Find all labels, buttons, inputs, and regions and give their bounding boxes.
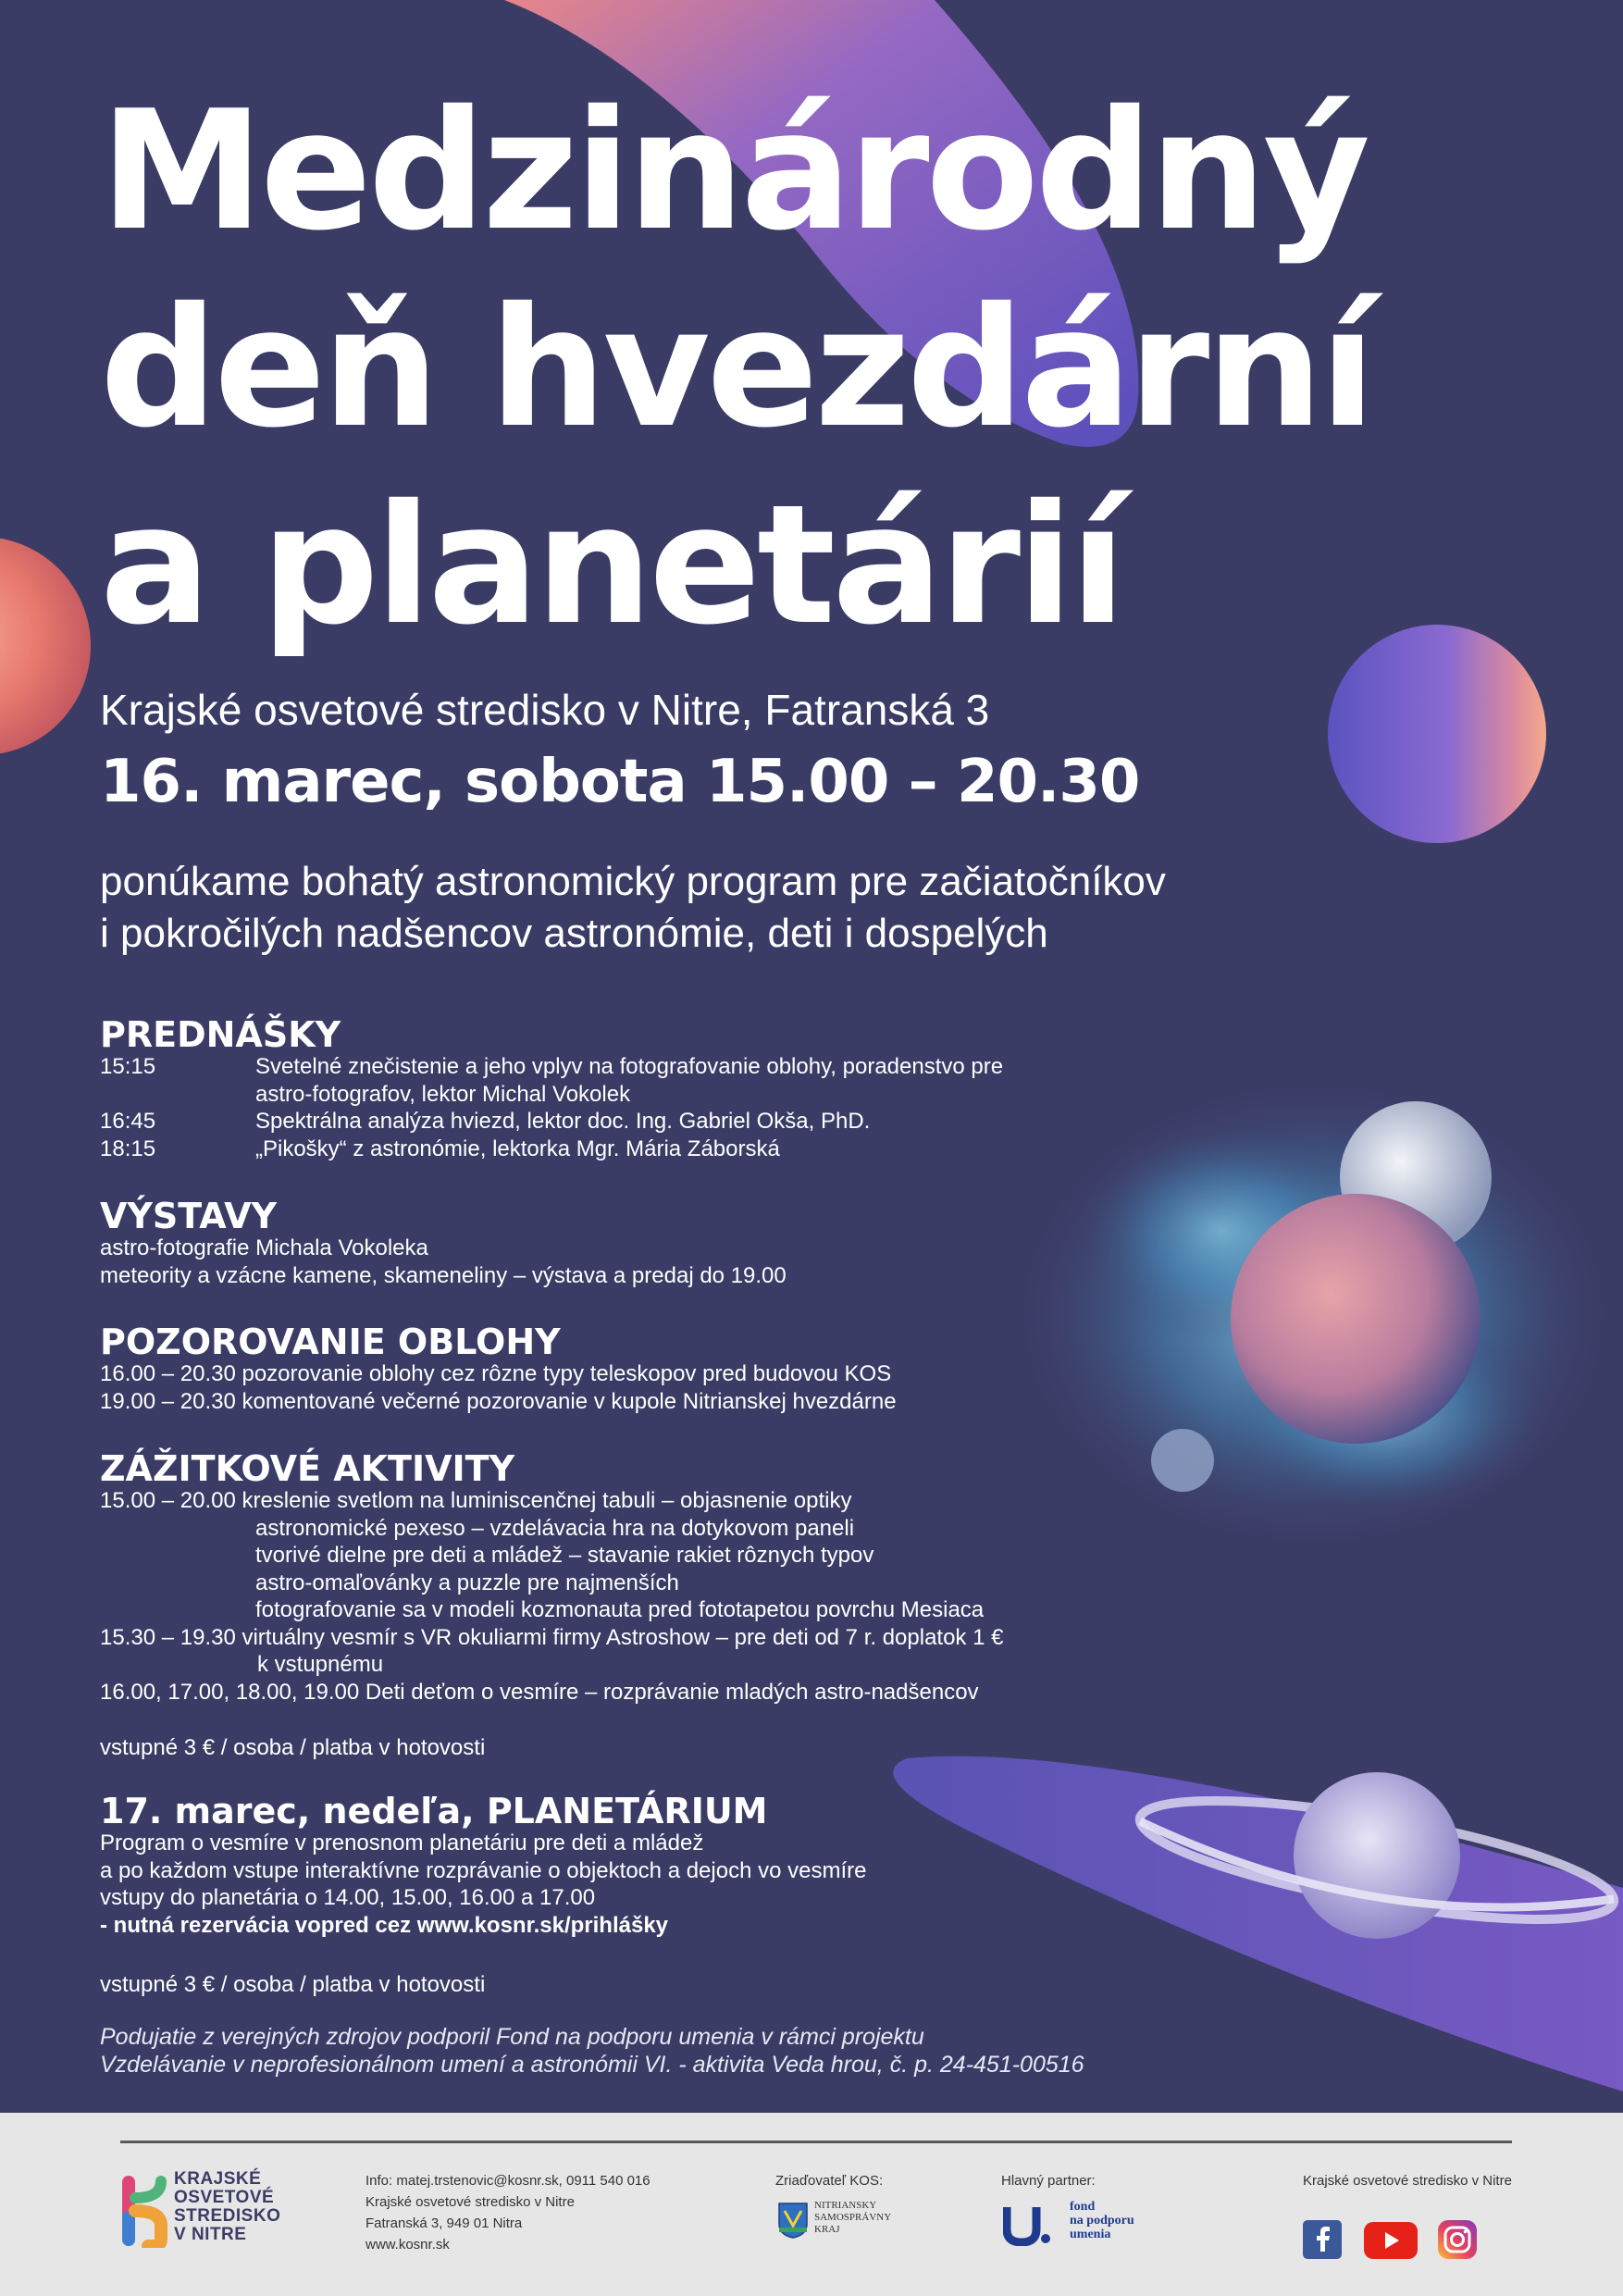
lecture-text-cont: astro-fotografov, lektor Michal Vokolek (255, 1081, 631, 1107)
intro-line-2: i pokročilých nadšencov astronómie, deti i dospelých (100, 911, 1048, 956)
reservation-note: - nutná rezervácia vopred cez www.kosnr.sk/prihlášky (100, 1912, 669, 1938)
activity-item: 16.00, 17.00, 18.00, 19.00 Deti deťom o vesmíre – rozprávanie mladých astro-nadšencov (100, 1679, 979, 1705)
fpu-logo-icon (1003, 2203, 1051, 2246)
social-label: Krajské osvetové stredisko v Nitre (1303, 2173, 1512, 2189)
small-moon-shape (1151, 1429, 1214, 1492)
lecture-time: 18:15 (100, 1136, 156, 1161)
lecture-text: Svetelné znečistenie a jeho vplyv na fotografovanie oblohy, poradenstvo pre (255, 1054, 1004, 1079)
lectures-heading: PREDNÁŠKY (100, 1014, 341, 1055)
lecture-row (100, 1053, 1003, 1081)
exhibitions-heading: VÝSTAVY (100, 1196, 278, 1236)
venue: Krajské osvetové stredisko v Nitre, Fatranská 3 (100, 686, 990, 734)
pink-planet-shape (1231, 1194, 1481, 1444)
lecture-time: 16:45 (100, 1109, 156, 1134)
planetarium-item: a po každom vstupe interaktívne rozprávanie o objektoch a dejoch vo vesmíre (100, 1857, 867, 1883)
activity-item: fotografovanie sa v modeli kozmonauta pred fototapetou povrchu Mesiaca (255, 1597, 985, 1622)
intro-line-1: ponúkame bohatý astronomický program pre začiatočníkov (100, 859, 1166, 904)
planetarium-item: Program o vesmíre v prenosnom planetáriu pre deti a mládež (100, 1831, 704, 1855)
activity-item: tvorivé dielne pre deti a mládež – stavanie rakiet rôznych typov (255, 1543, 874, 1568)
kos-logo-icon (120, 2174, 172, 2248)
title-line-2: deň hvezdární (100, 272, 1372, 464)
admission-price-2: vstupné 3 € / osoba / platba v hotovosti (100, 1972, 486, 1997)
partner-name: fond na podporu umenia (1070, 2200, 1134, 2241)
activity-item: astro-omaľovánky a puzzle pre najmenších (255, 1570, 679, 1595)
observation-heading: POZOROVANIE OBLOHY (100, 1322, 561, 1362)
observation-section (100, 1322, 897, 1415)
activity-item: 15.00 – 20.00 kreslenie svetlom na luminiscenčnej tabuli – objasnenie optiky (100, 1488, 852, 1513)
facebook-icon[interactable] (1303, 2220, 1342, 2259)
contact-address: Fatranská 3, 949 01 Nitra (365, 2215, 523, 2231)
activities-heading: ZÁŽITKOVÉ AKTIVITY (100, 1448, 515, 1489)
activities-section (100, 1448, 1003, 1706)
nsk-crest-icon (777, 2202, 809, 2239)
footer (0, 2113, 1623, 2296)
partner-label: Hlavný partner: (1001, 2173, 1096, 2189)
support-line-1: Podujatie z verejných zdrojov podporil Fond na podporu umenia v rámci projektu (100, 2024, 924, 2050)
intro-text (100, 856, 1166, 960)
exhibition-item: meteority a vzácne kamene, skameneliny – výstava a predaj do 19.00 (100, 1262, 787, 1288)
lectures-section (100, 1014, 1003, 1162)
activity-item-cont: k vstupnému (257, 1652, 384, 1677)
contact-email[interactable]: Info: matej.trstenovic@kosnr.sk, 0911 540 016 (365, 2173, 650, 2189)
event-date-time: 16. marec, sobota 15.00 – 20.30 (100, 748, 1140, 816)
red-sun-shape (0, 537, 91, 755)
title-line-1: Medzinárodný (100, 75, 1367, 267)
contact-org: Krajské osvetové stredisko v Nitre (365, 2194, 575, 2210)
saturn-shape (1294, 1772, 1460, 1939)
lecture-text: Spektrálna analýza hviezd, lektor doc. Ing. Gabriel Okša, PhD. (255, 1109, 871, 1134)
admission-price: vstupné 3 € / osoba / platba v hotovosti (100, 1735, 486, 1760)
youtube-icon[interactable] (1364, 2222, 1418, 2259)
planetarium-heading: 17. marec, nedeľa, PLANETÁRIUM (100, 1791, 768, 1831)
instagram-icon[interactable] (1438, 2220, 1477, 2259)
observation-item: 19.00 – 20.30 komentované večerné pozorovanie v kupole Nitrianskej hvezdárne (100, 1388, 897, 1414)
planetarium-section (100, 1791, 866, 1939)
poster-title (100, 72, 1372, 664)
exhibition-item: astro-fotografie Michala Vokoleka (100, 1235, 428, 1260)
founder-label: Zriaďovateľ KOS: (775, 2173, 884, 2189)
lecture-row (100, 1136, 1003, 1163)
activity-item: 15.30 – 19.30 virtuálny vesmír s VR okuliarmi firmy Astroshow – pre deti od 7 r. doplatok 1 € (100, 1624, 1004, 1650)
contact-info (365, 2170, 650, 2255)
kos-logo-text: KRAJSKÉ OSVETOVÉ STREDISKO V NITRE (174, 2169, 281, 2244)
support-line-2: Vzdelávanie v neprofesionálnom umení a astronómii VI. - aktivita Veda hrou, č. p. 24-451-00516 (100, 2052, 1084, 2078)
lecture-row (100, 1108, 1003, 1136)
contact-website-link[interactable]: www.kosnr.sk (365, 2237, 450, 2253)
title-line-3: a planetárií (100, 469, 1123, 661)
exhibitions-section (100, 1196, 787, 1289)
footer-divider (120, 2141, 1512, 2143)
founder-name: NITRIANSKY SAMOSPRÁVNY KRAJ (814, 2200, 892, 2235)
lecture-time: 15:15 (100, 1054, 156, 1079)
lecture-text: „Pikošky“ z astronómie, lektorka Mgr. Mária Záborská (255, 1136, 780, 1161)
observation-item: 16.00 – 20.30 pozorovanie oblohy cez rôzne typy teleskopov pred budovou KOS (100, 1361, 892, 1386)
planetarium-item: vstupy do planetária o 14.00, 15.00, 16.00 a 17.00 (100, 1885, 596, 1910)
support-note (100, 2023, 1084, 2079)
activity-item: astronomické pexeso – vzdelávacia hra na dotykovom paneli (255, 1515, 855, 1541)
